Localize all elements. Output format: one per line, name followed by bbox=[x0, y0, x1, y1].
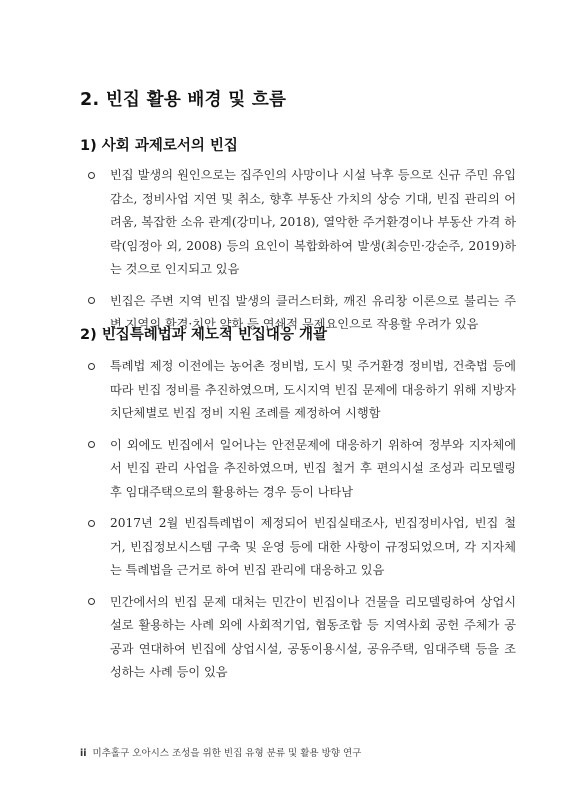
hollow-circle-bullet-icon bbox=[88, 520, 95, 527]
page-footer bbox=[80, 745, 361, 759]
hollow-circle-bullet-icon bbox=[88, 297, 95, 304]
list-item bbox=[88, 512, 516, 583]
subsection-title-social-issue: 1) 사회 과제로서의 빈집 bbox=[80, 138, 238, 154]
bullet-list-special-act bbox=[88, 355, 516, 693]
bullet-text: 특례법 제정 이전에는 농어촌 정비법, 도시 및 주거환경 정비법, 건축법 등에 따라 빈집 정비를 추진하였으며, 도시지역 빈집 문제에 대응하기 위해 지방자치단체별로 빈집 정비 지원 조례를 제정하여 시행함 bbox=[110, 359, 516, 420]
page-number: ii bbox=[80, 748, 87, 759]
bullet-text: 빈집은 주변 지역 빈집 발생의 클러스터화, 깨진 유리창 이론으로 불리는 주변 지역의 환경·치안 약화 등 연쇄적 문제요인으로 작용할 우려가 있음 bbox=[110, 293, 516, 331]
hollow-circle-bullet-icon bbox=[88, 598, 95, 605]
hollow-circle-bullet-icon bbox=[88, 363, 95, 370]
subsection-title-special-act: 2) 빈집특례법과 제도적 빈집대응 개괄 bbox=[80, 327, 328, 343]
bullet-text: 빈집 발생의 원인으로는 집주인의 사망이나 시설 낙후 등으로 신규 주민 유입 감소, 정비사업 지연 및 취소, 향후 부동산 가치의 상승 기대, 빈집 관리의 어려움, 복잡한 소유 관계(강미나, 2018), 열악한 주거환경이나 부동산 가격 하락(임정아 외, 2008) 등의 요인이 복합화하여 발생(최승민·강순주, 2019)하는 것으로 인지되고 있음 bbox=[110, 168, 516, 276]
running-title: 미추홀구 오아시스 조성을 위한 빈집 유형 분류 및 활용 방향 연구 bbox=[92, 748, 362, 759]
bullet-text: 2017년 2월 빈집특례법이 제정되어 빈집실태조사, 빈집정비사업, 빈집 철거, 빈집정보시스템 구축 및 운영 등에 대한 사항이 규정되었으며, 각 지자체는 특례법을 근거로 하여 빈집 관리에 대응하고 있음 bbox=[110, 516, 516, 577]
list-item bbox=[88, 434, 516, 505]
bullet-text: 이 외에도 빈집에서 일어나는 안전문제에 대응하기 위하여 정부와 지자체에서 빈집 관리 사업을 추진하였으며, 빈집 철거 후 편의시설 조성과 리모델링 후 임대주택으로의 활용하는 경우 등이 나타남 bbox=[110, 437, 516, 499]
bullet-list-social-issue bbox=[88, 164, 516, 345]
list-item bbox=[88, 591, 516, 685]
list-item bbox=[88, 164, 516, 282]
hollow-circle-bullet-icon bbox=[88, 441, 95, 448]
section-title: 2. 빈집 활용 배경 및 흐름 bbox=[80, 90, 287, 110]
hollow-circle-bullet-icon bbox=[88, 172, 95, 179]
bullet-text: 민간에서의 빈집 문제 대처는 민간이 빈집이나 건물을 리모델링하여 상업시설로 활용하는 사례 외에 사회적기업, 협동조합 등 지역사회 공헌 주체가 공공과 연대하여 빈집에 상업시설, 공동이용시설, 공유주택, 임대주택 등을 조성하는 사례 등이 있음 bbox=[110, 594, 516, 679]
list-item bbox=[88, 355, 516, 426]
